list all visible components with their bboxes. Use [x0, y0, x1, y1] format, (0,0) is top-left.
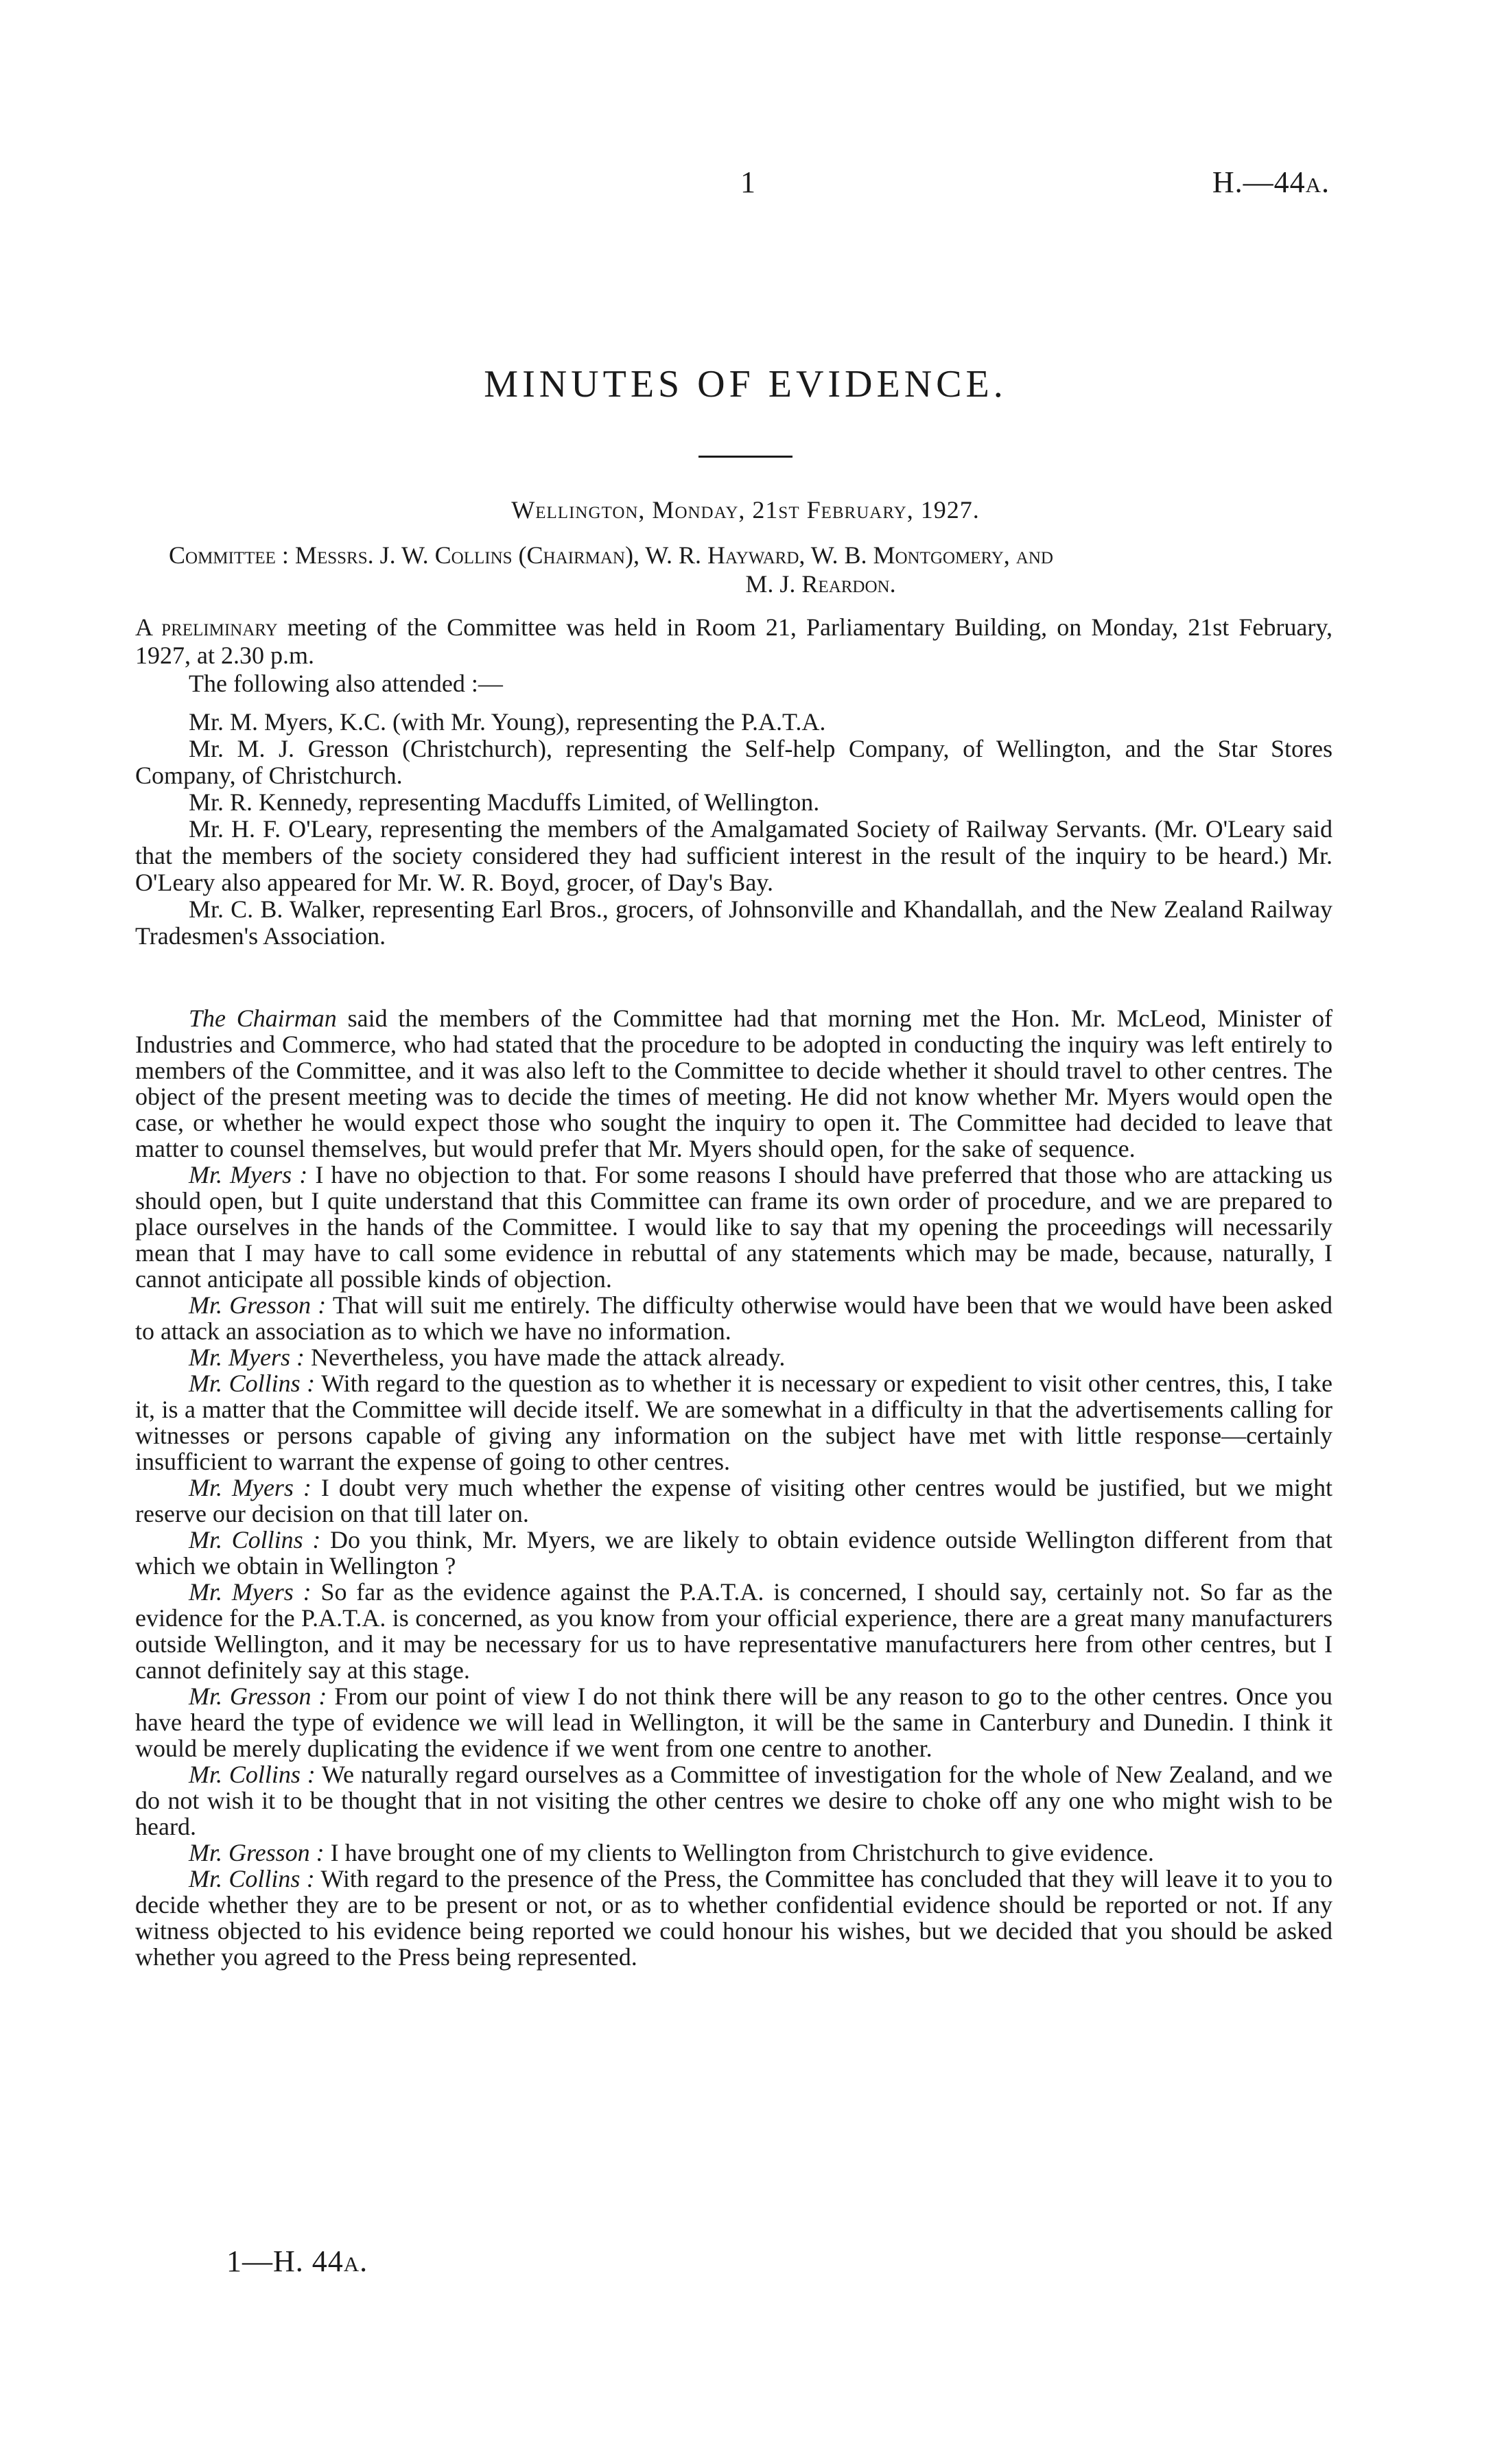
speaker-name: Mr. Gresson :: [189, 1839, 325, 1866]
exchange-paragraph: [135, 1527, 1332, 1579]
speaker-name: Mr. Collins :: [189, 1865, 315, 1892]
speaker-name: Mr. Gresson :: [189, 1291, 327, 1319]
speech-text: So far as the evidence against the P.A.T.A. is concerned, I should say, certainly not. So far as the evidence for the P.A.T.A. is concerned, as you know from your official experience, there are a great many manufacturers outside Wellington, and it may be necessary for us to have representative manufacturers here from other centres, but I cannot definitely say at this stage.: [135, 1578, 1332, 1684]
exchange-paragraph: [135, 1292, 1332, 1344]
attendee-item: Mr. M. J. Gresson (Christchurch), representing the Self-help Company, of Wellington, and the Star Stores Company, of Christchurch.: [135, 735, 1332, 789]
speech-text: With regard to the presence of the Press, the Committee has concluded that they will leave it to you to decide whether they are to be present or not, or as to whether confidential evidence should be reported or not. If any witness objected to his evidence being reported we could honour his wishes, but we decided that you should be asked whether you agreed to the Press being represented.: [135, 1865, 1332, 1971]
speech-text: With regard to the question as to whether it is necessary or expedient to visit other centres, this, I take it, is a matter that the Committee will decide itself. We are somewhat in a difficulty in that the advertisements calling for witnesses or persons capable of giving any information on the subject have met with little response—certainly insufficient to warrant the expense of going to other centres.: [135, 1370, 1333, 1475]
speaker-name: Mr. Myers :: [189, 1161, 308, 1188]
document-code: H.—44a.: [1212, 165, 1330, 199]
speech-text: said the members of the Committee had that morning met the Hon. Mr. McLeod, Minister of Industries and Commerce, who had stated that the procedure to be adopted in conducting the inquiry was left entirely to members of the Committee, and it was also left to the Committee to decide whether it should travel to other centres. The object of the present meeting was to decide the times of meeting. He did not know whether Mr. Myers would open the case, or whether he would expect those who sought the inquiry to open it. The Committee had decided to leave that matter to counsel themselves, but would prefer that Mr. Myers should open, for the sake of sequence.: [135, 1005, 1332, 1162]
attendee-item: Mr. C. B. Walker, representing Earl Bros., grocers, of Johnsonville and Khandallah, and the New Zealand Railway Tradesmen's Association.: [135, 895, 1332, 950]
speech-text: Nevertheless, you have made the attack already.: [304, 1344, 786, 1371]
exchange-paragraph: [135, 1344, 1332, 1370]
attendee-item: Mr. H. F. O'Leary, representing the members of the Amalgamated Society of Railway Servants. (Mr. O'Leary said that the members of the society considered they had sufficient interest in the result of the inquiry to be heard.) Mr. O'Leary also appeared for Mr. W. R. Boyd, grocer, of Day's Bay.: [135, 815, 1332, 896]
exchange-paragraph: [135, 1162, 1332, 1292]
page-number: 1: [740, 165, 755, 199]
attendee-item: Mr. R. Kennedy, representing Macduffs Limited, of Wellington.: [189, 788, 820, 816]
preliminary-paragraph: [135, 613, 1332, 670]
speech-text: We naturally regard ourselves as a Committee of investigation for the whole of New Zealand, and we do not wish it to be thought that in not visiting the other centres we desire to choke off any one who might wish to be heard.: [135, 1761, 1333, 1840]
speech-text: I doubt very much whether the expense of visiting other centres would be justified, but we might reserve our decision on that till later on.: [135, 1474, 1332, 1527]
speech-text: From our point of view I do not think there will be any reason to go to the other centres. Once you have heard the type of evidence we will lead in Wellington, it will be the same in Canterbury and Dunedin. I think it would be merely duplicating the evidence if we went from one centre to another.: [135, 1682, 1332, 1762]
preliminary-lead: A preliminary: [135, 613, 278, 641]
exchange-paragraph: [135, 1761, 1332, 1840]
exchange-paragraph: [135, 1840, 1332, 1866]
exchange-paragraph: [135, 1579, 1332, 1683]
meeting-date: Wellington, Monday, 21st February, 1927.: [511, 496, 980, 524]
speech-text: I have no objection to that. For some reasons I should have preferred that those who are attacking us should open, but I quite understand that this Committee can frame its own order of procedure, and we are prepared to place ourselves in the hands of the Committee. I would like to say that my opening the proceedings will necessarily mean that I may have to call some evidence in rebuttal of any statements which may be made, because, naturally, I cannot anticipate all possible kinds of objection.: [135, 1161, 1332, 1293]
exchange-paragraph: [135, 1370, 1332, 1475]
exchange-paragraph: [135, 1866, 1332, 1970]
speech-text: I have brought one of my clients to Wellington from Christchurch to give evidence.: [324, 1839, 1154, 1866]
speaker-name: Mr. Myers :: [189, 1474, 312, 1501]
speech-text: That will suit me entirely. The difficulty otherwise would have been that we would have been asked to attack an association as to which we have no information.: [135, 1291, 1332, 1345]
preliminary-text: meeting of the Committee was held in Room 21, Parliamentary Building, on Monday, 21st February, 1927, at 2.30 p.m.: [135, 613, 1332, 669]
attendees-intro: The following also attended :—: [189, 670, 503, 697]
speaker-name: Mr. Collins :: [189, 1526, 321, 1553]
minutes-body: [135, 1005, 1332, 1970]
speaker-name: The Chairman: [189, 1005, 337, 1032]
exchange-paragraph: [135, 1683, 1332, 1761]
attendees-list: [135, 709, 1332, 950]
speaker-name: Mr. Myers :: [189, 1578, 312, 1606]
exchange-paragraph: [135, 1475, 1332, 1527]
page-title: MINUTES OF EVIDENCE.: [484, 363, 1007, 406]
committee-line-2: M. J. Reardon.: [745, 570, 896, 598]
attendee-item: Mr. M. Myers, K.C. (with Mr. Young), representing the P.A.T.A.: [189, 708, 826, 736]
speaker-name: Mr. Gresson :: [189, 1682, 327, 1710]
speaker-name: Mr. Collins :: [189, 1761, 316, 1788]
exchange-paragraph: [135, 1005, 1332, 1162]
committee-members: [169, 541, 1328, 598]
title-divider: [698, 456, 793, 458]
committee-line-1: Committee : Messrs. J. W. Collins (Chairman), W. R. Hayward, W. B. Montgomery, and: [169, 541, 1053, 569]
speech-text: Do you think, Mr. Myers, we are likely to obtain evidence outside Wellington different from that which we obtain in Wellington ?: [135, 1526, 1333, 1580]
speaker-name: Mr. Collins :: [189, 1370, 316, 1397]
speaker-name: Mr. Myers :: [189, 1344, 305, 1371]
footer-signature: 1—H. 44a.: [226, 2244, 368, 2278]
